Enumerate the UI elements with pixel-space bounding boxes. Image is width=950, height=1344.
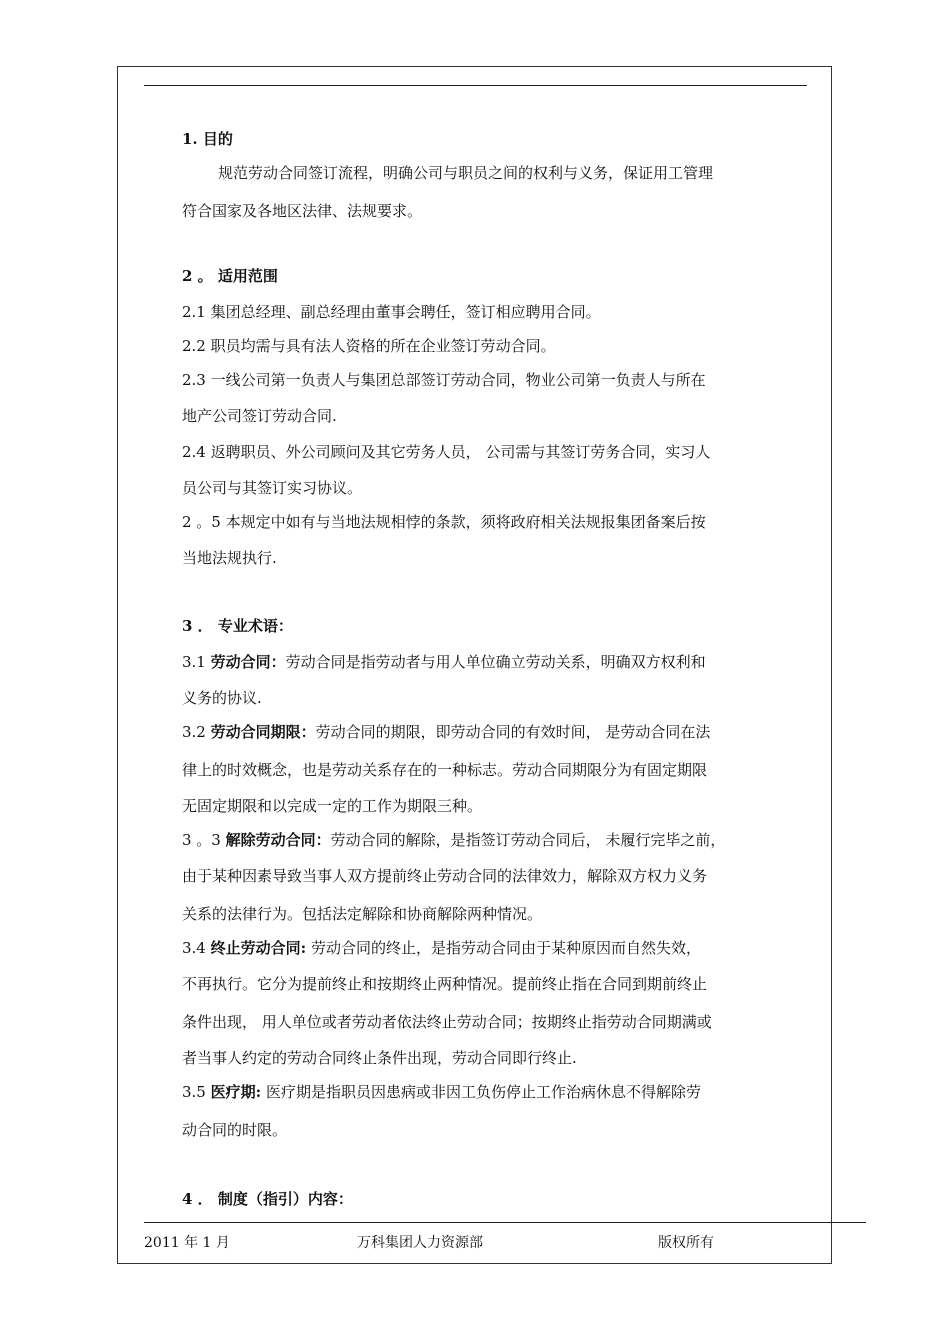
item-3-5-definition: 医疗期是指职员因患病或非因工负伤停止工作治病休息不得解除劳 [261, 1083, 701, 1101]
item-3-2-line-3: 无固定期限和以完成一定的工作为期限三种。 [182, 797, 483, 815]
item-2-5-line-2: 当地法规执行. [182, 549, 277, 567]
footer-department: 万科集团人力资源部 [357, 1235, 483, 1251]
item-3-4-line-2: 不再执行。它分为提前终止和按期终止两种情况。提前终止指在合同到期前终止 [182, 975, 708, 993]
item-3-3-definition: 劳动合同的解除，是指签订劳动合同后， 未履行完毕之前， [330, 831, 726, 849]
item-3-3-line-1 [182, 830, 725, 850]
item-3-4-term: 终止劳动合同: [210, 939, 307, 957]
item-3-5-term: 医疗期: [210, 1083, 262, 1101]
item-2-4-line-2: 员公司与其签订实习协议。 [182, 479, 363, 497]
item-3-2-term: 劳动合同期限： [210, 723, 316, 741]
item-2-2: 2.2 职员均需与具有法人资格的所在企业签订劳动合同。 [182, 337, 556, 355]
item-3-1-line-2: 义务的协议. [182, 689, 262, 707]
item-3-5-line-1 [182, 1082, 701, 1102]
section-1-line-1: 规范劳动合同签订流程，明确公司与职员之间的权利与义务，保证用工管理 [218, 164, 714, 182]
item-3-4-line-3: 条件出现， 用人单位或者劳动者依法终止劳动合同；按期终止指劳动合同期满或 [182, 1013, 712, 1031]
item-3-3-line-2: 由于某种因素导致当事人双方提前终止劳动合同的法律效力，解除双方权力义务 [182, 867, 708, 885]
item-3-2-line-1 [182, 722, 710, 742]
item-3-1-line-1 [182, 652, 706, 672]
item-2-1: 2.1 集团总经理、副总经理由董事会聘任，签订相应聘用合同。 [182, 303, 601, 321]
item-2-3-line-2: 地产公司签订劳动合同. [182, 407, 337, 425]
item-3-3-line-3: 关系的法律行为。包括法定解除和协商解除两种情况。 [182, 905, 543, 923]
item-2-4-line-1: 2.4 返聘职员、外公司顾问及其它劳务人员， 公司需与其签订劳务合同，实习人 [182, 443, 711, 461]
item-3-2-definition: 劳动合同的期限，即劳动合同的有效时间， 是劳动合同在法 [315, 723, 711, 741]
footer-rule [144, 1222, 866, 1223]
item-3-5-line-2: 动合同的时限。 [182, 1121, 288, 1139]
item-2-3-line-1: 2.3 一线公司第一负责人与集团总部签订劳动合同，物业公司第一负责人与所在 [182, 371, 706, 389]
item-3-4-definition: 劳动合同的终止，是指劳动合同由于某种原因而自然失效， [306, 939, 701, 957]
header-rule [144, 85, 807, 86]
section-1-title: 1. 目的 [182, 130, 233, 148]
item-3-1-term: 劳动合同： [210, 653, 286, 671]
item-2-5-line-1: 2 。5 本规定中如有与当地法规相悖的条款，须将政府相关法规报集团备案后按 [182, 513, 706, 531]
item-3-4-line-4: 者当事人约定的劳动合同终止条件出现，劳动合同即行终止. [182, 1049, 577, 1067]
item-3-1-definition: 劳动合同是指劳动者与用人单位确立劳动关系，明确双方权利和 [285, 653, 706, 671]
section-2-title: 2 。 适用范围 [182, 267, 278, 285]
item-3-2-number: 3.2 [182, 723, 211, 741]
item-3-3-number: 3 。3 [182, 831, 226, 849]
section-1-line-2: 符合国家及各地区法律、法规要求。 [182, 202, 423, 220]
footer-date: 2011 年 1 月 [144, 1235, 230, 1251]
item-3-4-line-1 [182, 938, 701, 958]
section-3-title: 3 ． 专业术语： [182, 617, 293, 635]
item-3-5-number: 3.5 [182, 1083, 211, 1101]
footer-rights: 版权所有 [658, 1235, 714, 1251]
item-3-2-line-2: 律上的时效概念，也是劳动关系存在的一种标志。劳动合同期限分为有固定期限 [182, 761, 708, 779]
item-3-3-term: 解除劳动合同： [225, 831, 331, 849]
item-3-4-number: 3.4 [182, 939, 211, 957]
section-4-title: 4 ． 制度（指引）内容： [182, 1190, 353, 1208]
item-3-1-number: 3.1 [182, 653, 211, 671]
